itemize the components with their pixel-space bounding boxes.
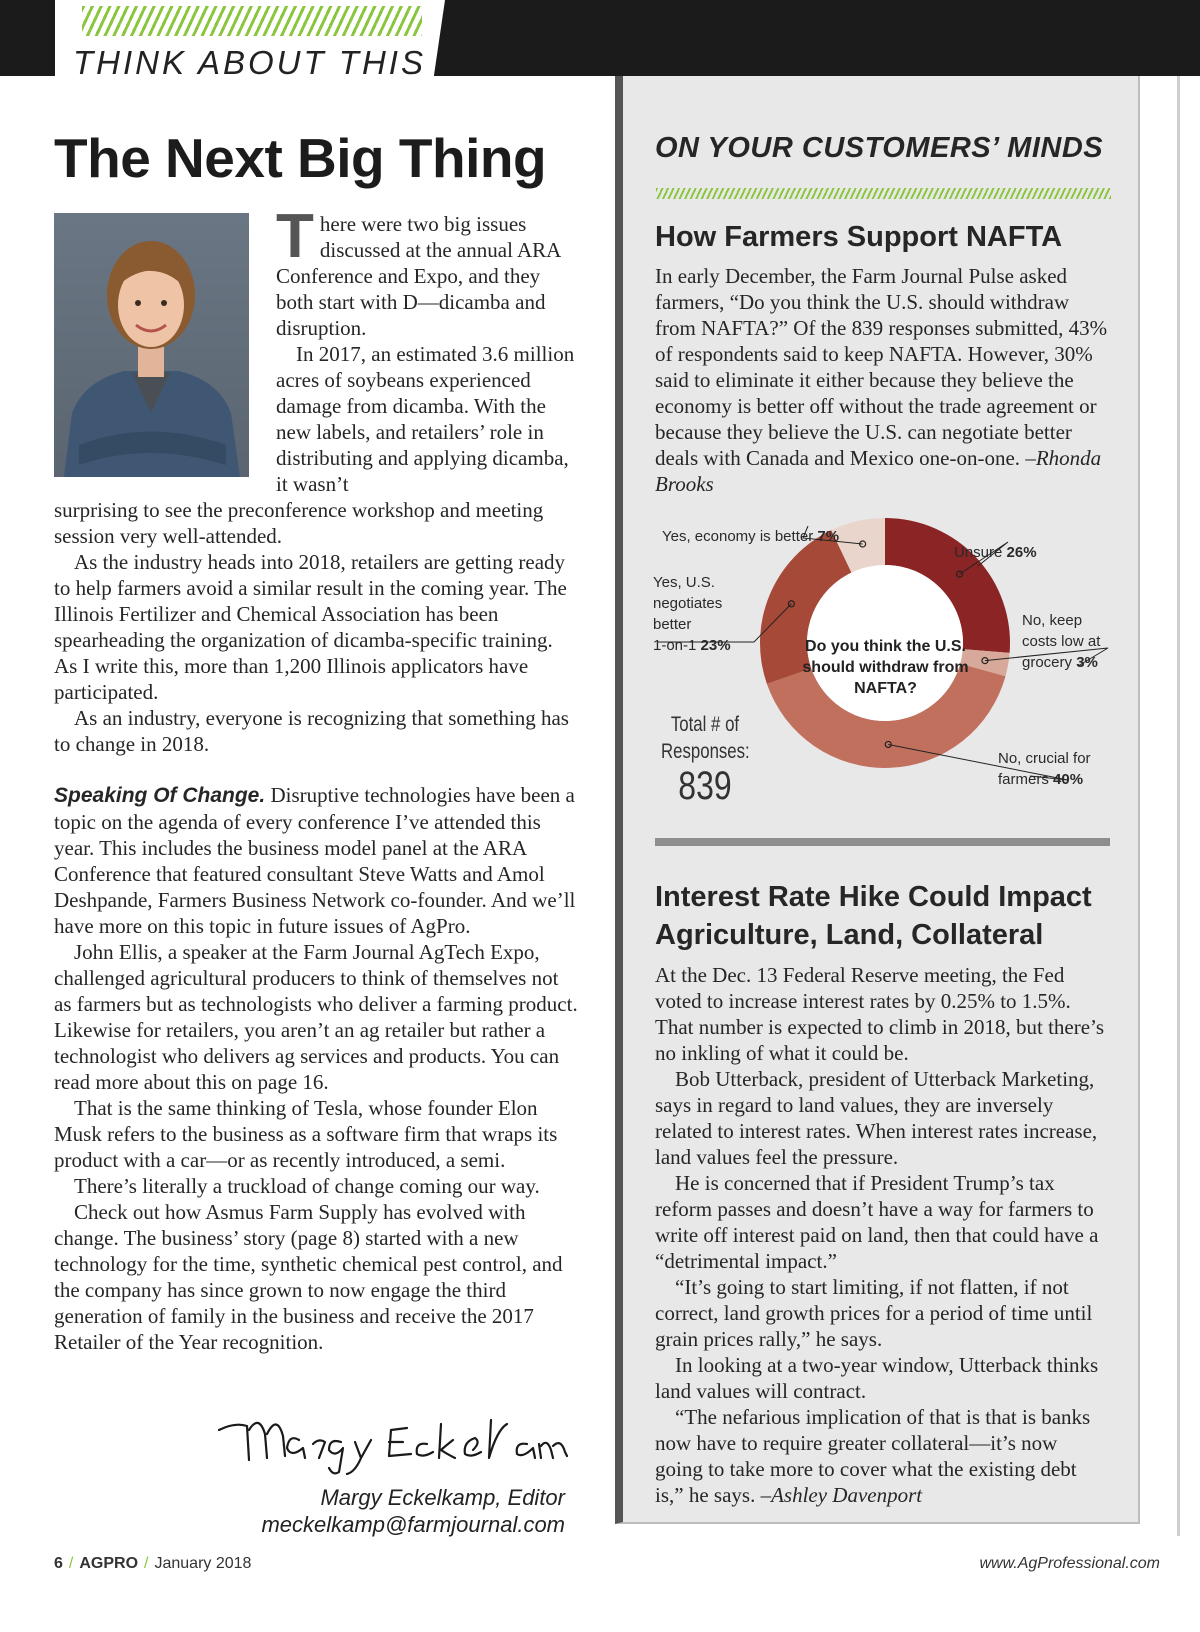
label-negotiates: [653, 572, 731, 656]
label-negotiates-line-2: negotiates: [653, 595, 723, 612]
story-1-text: In early December, the Farm Journal Pulse asked farmers, “Do you think the U.S. should withdraw from NAFTA?” Of the 839 responses submitted, 43% of respondents said to keep NAFTA. However, 30% said to eliminate it either because they believe the economy is better off without the trade agreement or because they believe the U.S. can negotiate better deals with Canada and Mexico one-on-one.: [655, 264, 1108, 470]
label-economy-text: Yes, economy is better: [662, 528, 814, 545]
editor-credit: [200, 1484, 565, 1538]
sidebar-divider: [655, 838, 1110, 846]
label-grocery-line-1: No, keep: [1022, 612, 1083, 629]
author-portrait-illustration: [54, 213, 249, 477]
story-2-credit: –Ashley Davenport: [755, 1483, 923, 1507]
story-2-paragraph-1: At the Dec. 13 Federal Reserve meeting, the Fed voted to increase interest rates by 0.25% to 1.5%. That number is expected to climb in 2018, but there’s no inkling of what it could be.: [655, 963, 1105, 1065]
story-2-paragraph-2: Bob Utterback, president of Utterback Marketing, says in regard to land values, they are inversely related to interest rates. When interest rates increase, land values feel the pressure.: [655, 1067, 1098, 1169]
sidebar-kicker: ON YOUR CUSTOMERS’ MINDS: [655, 132, 1104, 164]
article-paragraph-2: In 2017, an estimated 3.6 million acres of soybeans experienced damage from dicamba. With the new labels, and retailers’ role in distributing and applying dicamba, it wasn’t: [276, 342, 575, 496]
sidebar-stripes: [656, 188, 1111, 199]
article-paragraph-5-text: Disruptive technologies have been a topic on the agenda of every conference I’ve attended this year. This includes the business model panel at the ARA Conference that featured consultant Steve Watts and Amol Deshpande, Farmers Business Network co-founder. And we’ll have more on this topic in future issues of AgPro.: [54, 783, 576, 938]
label-grocery-line-3: grocery: [1022, 654, 1073, 671]
article-paragraph-8: There’s literally a truckload of change coming our way.: [74, 1174, 540, 1198]
signature-handwriting: [215, 1400, 575, 1475]
nafta-donut-chart: [648, 518, 1118, 818]
story-2-paragraph-6-text: “The nefarious implication of that is that is banks now have to require greater collateral—it’s now going to take more to cover what the existing debt is,” he says.: [655, 1405, 1091, 1507]
article-paragraph-7: That is the same thinking of Tesla, whose founder Elon Musk refers to the business as a software firm that wraps its product with a car—or as recently introduced, a semi.: [54, 1096, 558, 1172]
page-number: 6: [54, 1555, 63, 1572]
story-2-paragraph-6: [655, 1404, 1110, 1508]
website-url: www.AgProfessional.com: [979, 1555, 1160, 1572]
sidebar-story-2-title: Interest Rate Hike Could Impact Agriculture, Land, Collateral: [655, 881, 1092, 951]
editor-email: meckelkamp@farmjournal.com: [261, 1512, 565, 1537]
total-responses-label: Total # of Responses:: [661, 713, 750, 763]
story-2-paragraph-3: He is concerned that if President Trump’s tax reform passes and doesn’t have a way for farmers to write off interest paid on land, then that could have a “detrimental impact.”: [655, 1171, 1099, 1273]
label-economy: [662, 526, 839, 547]
sidebar-story-1-title: How Farmers Support NAFTA: [655, 221, 1063, 253]
label-crucial-line-2: farmers: [998, 771, 1049, 788]
story-2-paragraph-4: “It’s going to start limiting, if not flatten, if not correct, land growth prices for a period of time until grain prices rally,” he says.: [655, 1275, 1093, 1351]
editor-name: Margy Eckelkamp, Editor: [320, 1485, 565, 1510]
label-grocery: [1022, 610, 1100, 673]
article-paragraph-6: John Ellis, a speaker at the Farm Journal AgTech Expo, challenged agricultural producers to think of themselves not as farmers but as technologists who deliver a farming product. Likewise for retailers, you aren’t an ag retailer but rather a technologist who delivers ag services and products. You can read more about this on page 16.: [54, 940, 578, 1094]
label-unsure: [954, 542, 1037, 563]
label-economy-value: 7%: [817, 528, 840, 545]
chart-question: Do you think the U.S. should withdraw from NAFTA?: [802, 638, 969, 697]
magazine-brand: AGPRO: [79, 1555, 139, 1572]
story-2-paragraph-5: In looking at a two-year window, Utterback thinks land values will contract.: [655, 1353, 1099, 1403]
author-photo: [54, 213, 249, 477]
folio-separator-2: /: [144, 1555, 149, 1572]
article-paragraph-3: As the industry heads into 2018, retailers are getting ready to help farmers avoid a similar result in the coming year. The Illinois Fertilizer and Chemical Association has been spearheading the organization of dicamba-specific training. As I write this, more than 1,200 Illinois applicators have participated.: [54, 550, 567, 704]
label-grocery-line-2: costs low at: [1022, 633, 1101, 650]
total-responses-value: 839: [678, 764, 732, 808]
folio: [54, 1555, 251, 1573]
story-1-credit: –Rhonda Brooks: [655, 446, 1102, 496]
label-unsure-value: 26%: [1006, 544, 1037, 561]
label-unsure-text: Unsure: [954, 544, 1003, 561]
kicker-stripes: [82, 6, 422, 36]
article-headline: The Next Big Thing: [54, 127, 547, 189]
folio-separator: /: [68, 1555, 74, 1572]
article-paragraph-4: As an industry, everyone is recognizing that something has to change in 2018.: [54, 706, 569, 756]
article-body-column: [54, 497, 579, 757]
label-negotiates-line-4: 1-on-1: [653, 637, 697, 654]
run-in-heading: Speaking Of Change.: [54, 784, 266, 807]
article-intro-column: [276, 202, 578, 497]
sidebar-story-1-body: [655, 263, 1110, 497]
label-negotiates-line-3: better: [653, 616, 692, 633]
article-paragraph-9: Check out how Asmus Farm Supply has evolved with change. The business’ story (page 8) started with a new technology for the time, synthetic chemical pest control, and the company has since grown to now engage the third generation of family in the business and receive the 2017 Retailer of the Year recognition.: [54, 1200, 563, 1354]
section-kicker: THINK ABOUT THIS: [73, 44, 426, 81]
issue-date: January 2018: [154, 1555, 252, 1572]
sidebar-story-2-body: [655, 962, 1110, 1508]
article-paragraph-2-cont: surprising to see the preconference workshop and meeting session very well-attended.: [54, 498, 544, 548]
article-paragraph-1: here were two big issues discussed at the annual ARA Conference and Expo, and they both start with D—dicamba and disruption.: [276, 212, 561, 340]
label-negotiates-line-1: Yes, U.S.: [653, 574, 715, 591]
drop-cap: T: [276, 202, 314, 271]
article-paragraph-5: [54, 782, 579, 939]
page-edge-rule: [1177, 76, 1180, 1536]
label-crucial-line-1: No, crucial for: [998, 750, 1091, 767]
label-crucial-value: 40%: [1053, 771, 1084, 788]
label-grocery-value: 3%: [1076, 654, 1098, 671]
article-body-column-2: [54, 782, 579, 1355]
label-negotiates-value: 23%: [700, 637, 731, 654]
editor-signature: [215, 1400, 575, 1480]
label-crucial: [998, 748, 1091, 790]
